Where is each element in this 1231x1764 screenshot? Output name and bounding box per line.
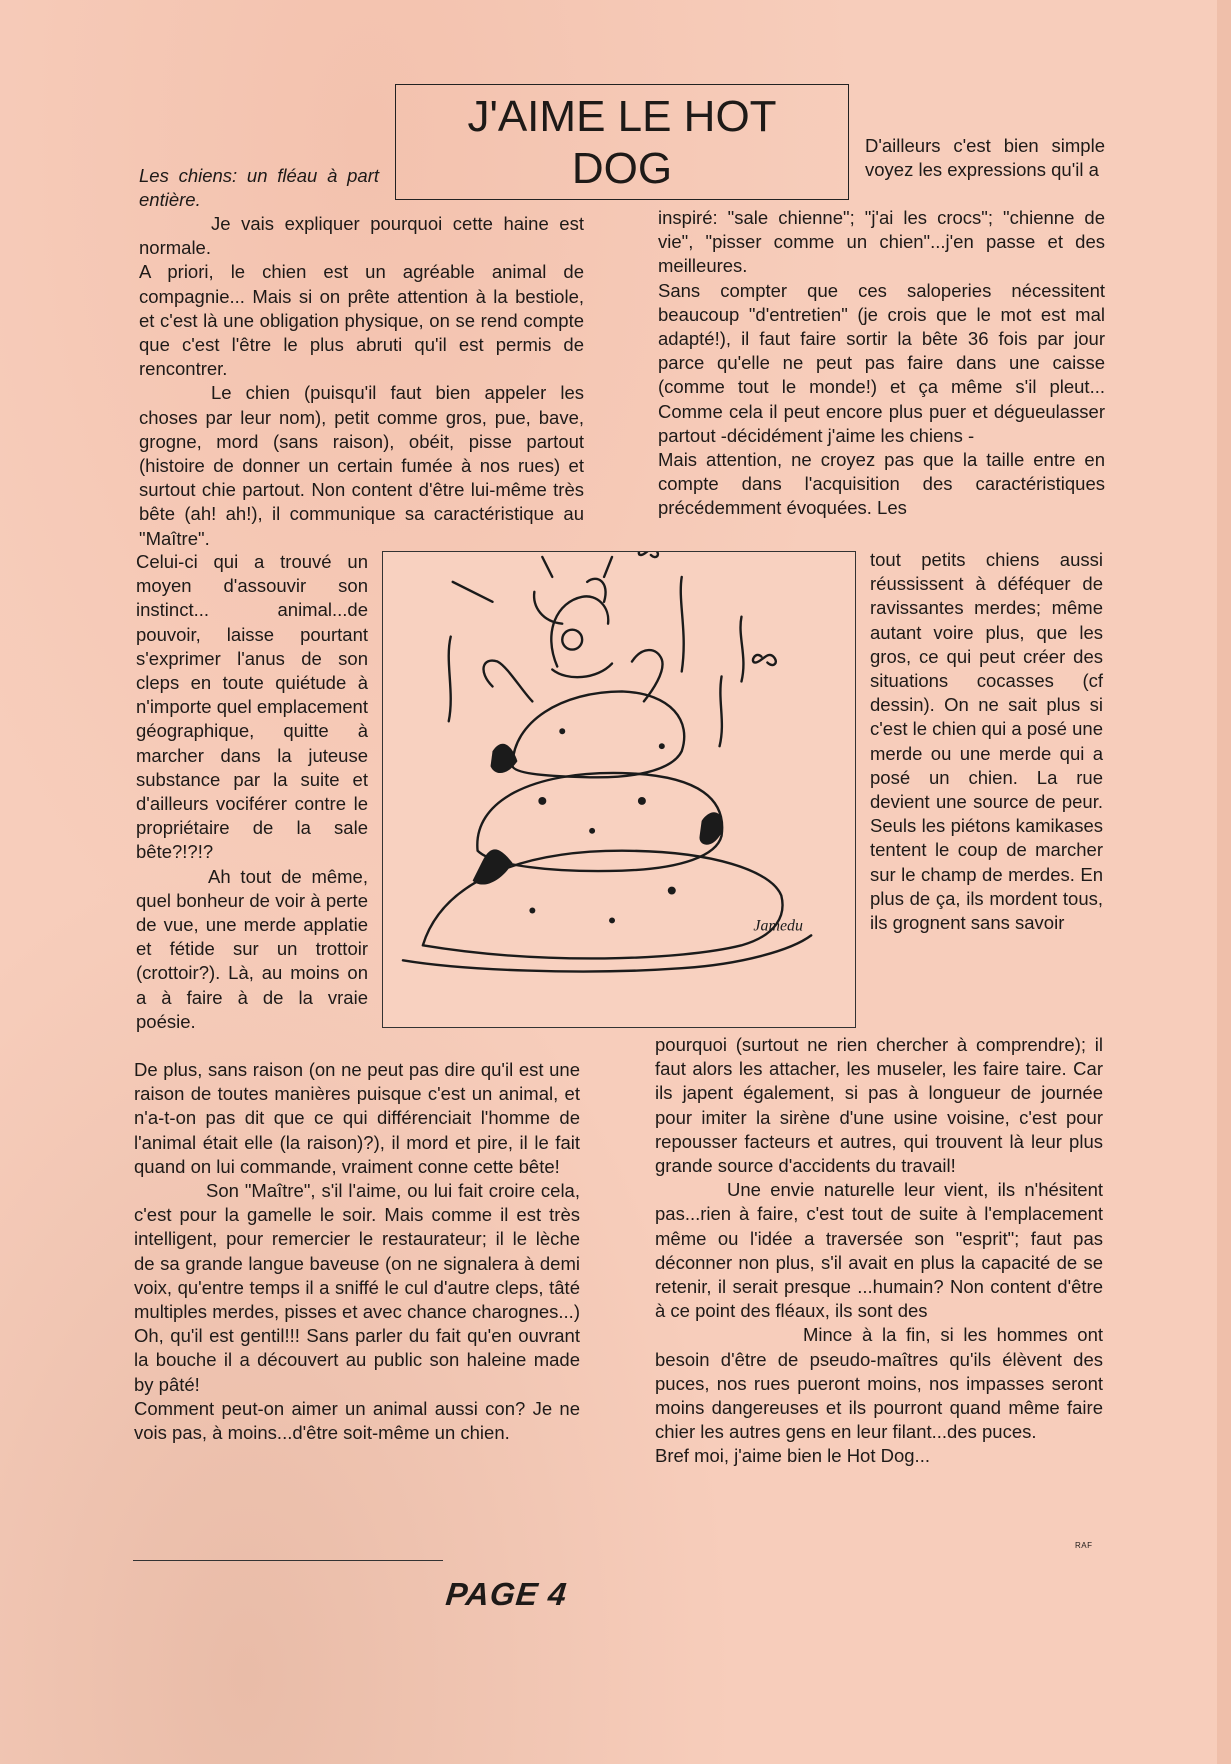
cartoon-dog-on-dung-pile — [382, 551, 856, 1028]
illustration-signature: Jamedu — [753, 917, 803, 935]
page-edge — [1217, 0, 1231, 1764]
paragraph: Mais attention, ne croyez pas que la taille entre en compte dans l'acquisition des caractéristiques précédemment évoquées. Les — [658, 449, 1105, 519]
paragraph: Une envie naturelle leur vient, ils n'hésitent pas...rien à faire, c'est tout de suite à l'emplacement même ou l'idée a traversée son "esprit"; faut pas déconner non plus, s'il avait en plus la capacité de se retenir, il serait presque ...humain? Non content d'être à ce point des fléaux, ils sont des — [655, 1179, 1103, 1322]
paragraph: Bref moi, j'aime bien le Hot Dog... — [655, 1445, 930, 1467]
paragraph: De plus, sans raison (on ne peut pas dire qu'il est une raison de toutes manières puisque c'est un animal, et n'a-t-on pas dit que ce qui différenciait l'homme de l'animal était elle (la raison)?), il mord et pire, il le fait quand on lui commande, vraiment conne cette bête! — [134, 1059, 580, 1177]
title-line-1: J'AIME LE HOT — [467, 92, 777, 141]
paragraph: Son "Maître", s'il l'aime, ou lui fait croire cela, c'est pour la gamelle le soir. Mais comme il est très intelligent, pour remercier le restaurateur; il le lèche de sa grande langue baveuse (on ne signalera à demi voix, qu'entre temps il a sniffé le cul d'autre cleps, tâté multiples merdes, pisses et avec chance charognes...) Oh, qu'il est gentil!!! Sans parler du fait qu'en ouvrant la bouche il a découvert au public son haleine made by pâté! — [134, 1180, 580, 1395]
paragraph: inspiré: "sale chienne"; "j'ai les crocs"; "chienne de vie", "pisser comme un chien"...j'en passe et des meilleures. — [658, 207, 1105, 277]
paragraph: Sans compter que ces saloperies nécessitent beaucoup "d'entretien" (je crois que le mot est mal adapté!), il faut faire sortir la bête 36 fois par jour parce qu'elle ne peut pas faire dans une caisse (comme tout le monde!) et ça même s'il pleut... Comme cela il peut encore plus puer et dégueulasser partout -décidément j'aime les chiens - — [658, 279, 1105, 446]
paragraph: Je vais expliquer pourquoi cette haine est normale. — [139, 213, 584, 259]
right-column-wrap: tout petits chiens aussi réussissent à déféquer de ravissantes merdes; même autant voire plus, que les gros, ce qui peut créer des situations cocasses (cf dessin). On ne sait plus si c'est le chien qui a posé une merde ou une merde qui a posé un chien. La rue devient une source de peur. Seuls les piétons kamikases tentent le coup de marcher sur le champ de merdes. En plus de ça, ils mordent tous, ils grognent sans savoir — [870, 549, 1103, 934]
footer-rule — [133, 1560, 443, 1561]
title-line-2: DOG — [571, 144, 673, 193]
paragraph: pourquoi (surtout ne rien chercher à comprendre); il faut alors les attacher, les museler, les faire taire. Car ils japent également, si pas à longueur de journée pour imiter la sirène d'une usine voisine, c'est pour repousser facteurs et autres, qui trouvent là leur plus grande source d'accidents du travail! — [655, 1034, 1103, 1177]
paragraph: Ah tout de même, quel bonheur de voir à perte de vue, une merde applatie et fétide sur un trottoir (crottoir?). Là, au moins on a à faire à de la vraie poésie. — [136, 865, 368, 1032]
author-initials: RAF — [1075, 1541, 1093, 1550]
article-intro: Les chiens: un fléau à part entière. — [139, 165, 379, 211]
left-column-wrap — [136, 550, 368, 1034]
right-column-top: D'ailleurs c'est bien simple voyez les expressions qu'il a — [865, 135, 1105, 181]
paragraph: A priori, le chien est un agréable animal de compagnie... Mais si on prête attention à la bestiole, et c'est là une obligation physique, on se rend compte que c'est l'être le plus abruti qu'il est permis de rencontrer. — [139, 261, 584, 380]
left-column-bottom — [134, 1058, 580, 1445]
paragraph: Celui-ci qui a trouvé un moyen d'assouvir son instinct... animal...de pouvoir, laisse pourtant s'exprimer l'anus de son cleps en toute quiétude à n'importe quel emplacement géographique, quitte à marcher dans la juteuse substance par la suite et d'ailleurs vociférer contre le propriétaire de la sale bête?!?!? — [136, 551, 368, 863]
left-column-top — [139, 212, 584, 551]
paragraph: Comment peut-on aimer un animal aussi con? Je ne vois pas, à moins...d'être soit-même un chien. — [134, 1397, 580, 1444]
right-column-middle — [658, 206, 1105, 521]
paragraph: Le chien (puisqu'il faut bien appeler les choses par leur nom), petit comme gros, pue, bave, grogne, mord (sans raison), obéit, pisse partout (histoire de donner un certain fumée à nos rues) et surtout chie partout. Non content d'être lui-même très bête (ah! ah!), il communique sa caractéristique au "Maître". — [139, 382, 584, 549]
article-title — [395, 84, 849, 200]
paragraph: Mince à la fin, si les hommes ont besoin d'être de pseudo-maîtres qu'ils élèvent des puces, nos rues pueront moins, nos impasses seront moins dangereuses et ils pourront quand même faire chier les autres gens en leur filant...des puces. — [655, 1324, 1103, 1443]
right-column-bottom — [655, 1033, 1103, 1469]
page-number: PAGE 4 — [444, 1576, 569, 1612]
cartoon-drawing — [383, 552, 855, 1027]
